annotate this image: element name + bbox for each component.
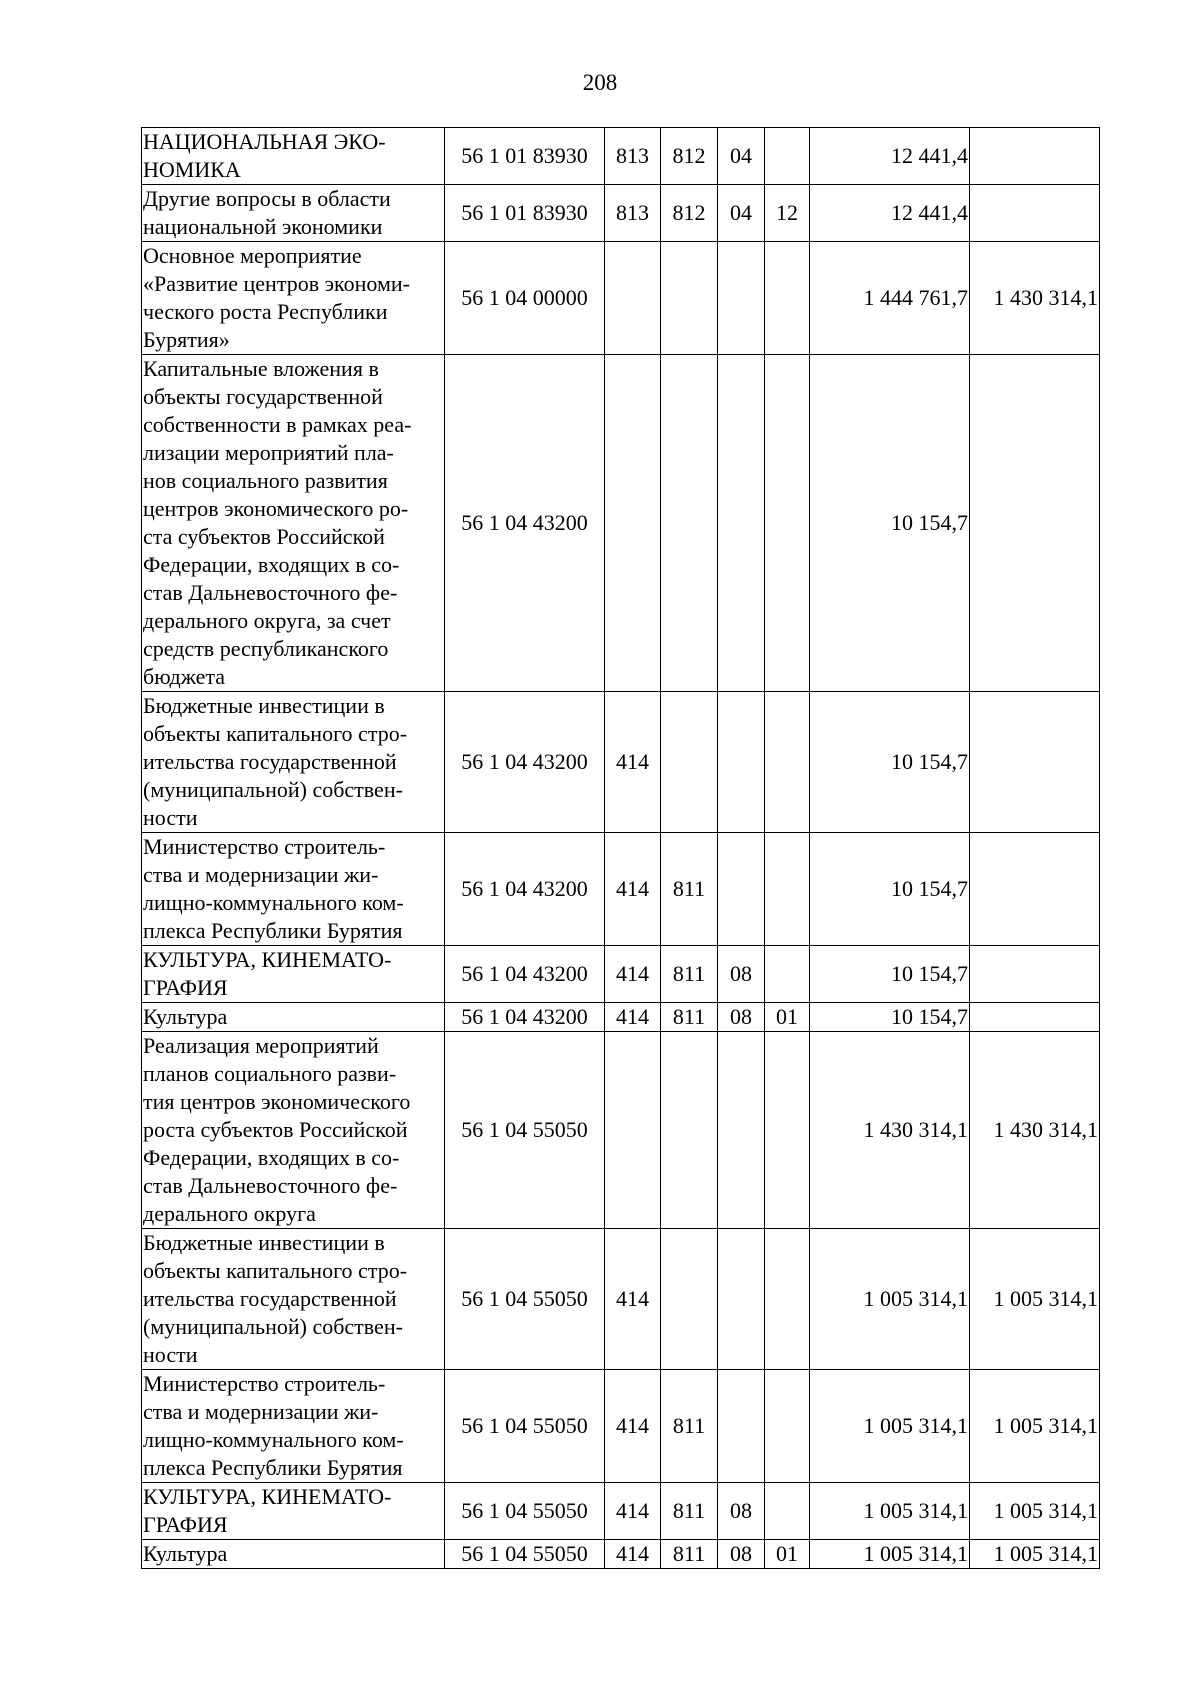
subsection-cell xyxy=(765,128,810,185)
row-name-cell xyxy=(142,1032,445,1229)
target-code-cell: 56 1 04 43200 xyxy=(445,1003,605,1032)
row-name-text: Другие вопросы в области национальной экономики xyxy=(143,186,391,239)
expense-type-cell: 813 xyxy=(605,128,661,185)
target-code-cell: 56 1 04 55050 xyxy=(445,1540,605,1569)
amount-total-cell: 10 154,7 xyxy=(810,355,970,692)
target-code-cell: 56 1 04 55050 xyxy=(445,1032,605,1229)
amount-total-cell: 10 154,7 xyxy=(810,1003,970,1032)
page-number: 208 xyxy=(582,70,618,95)
table-row xyxy=(142,355,1100,692)
amount-total-cell: 12 441,4 xyxy=(810,185,970,242)
target-code-cell: 56 1 04 43200 xyxy=(445,946,605,1003)
target-code-cell: 56 1 01 83930 xyxy=(445,185,605,242)
expense-type-cell: 414 xyxy=(605,1370,661,1483)
section-cell xyxy=(718,1370,765,1483)
expense-type-cell xyxy=(605,1032,661,1229)
ministry-code-cell: 811 xyxy=(661,1003,718,1032)
table-row xyxy=(142,833,1100,946)
section-cell xyxy=(718,833,765,946)
amount-federal-cell xyxy=(970,833,1100,946)
row-name-cell xyxy=(142,1003,445,1032)
subsection-cell xyxy=(765,946,810,1003)
table-row xyxy=(142,128,1100,185)
target-code-cell: 56 1 04 55050 xyxy=(445,1370,605,1483)
section-cell xyxy=(718,355,765,692)
table-row xyxy=(142,1540,1100,1569)
row-name-cell xyxy=(142,692,445,833)
subsection-cell xyxy=(765,692,810,833)
ministry-code-cell xyxy=(661,355,718,692)
target-code-cell: 56 1 04 43200 xyxy=(445,692,605,833)
amount-federal-cell xyxy=(970,128,1100,185)
row-name-text: Культура xyxy=(143,1004,228,1029)
section-cell: 08 xyxy=(718,1483,765,1540)
ministry-code-cell: 811 xyxy=(661,1370,718,1483)
subsection-cell: 12 xyxy=(765,185,810,242)
row-name-text: НАЦИОНАЛЬНАЯ ЭКО- НОМИКА xyxy=(143,129,386,182)
expense-type-cell: 414 xyxy=(605,946,661,1003)
amount-total-cell: 1 005 314,1 xyxy=(810,1229,970,1370)
amount-federal-cell xyxy=(970,185,1100,242)
section-cell xyxy=(718,242,765,355)
expense-type-cell: 414 xyxy=(605,833,661,946)
row-name-cell xyxy=(142,1540,445,1569)
subsection-cell xyxy=(765,1483,810,1540)
row-name-cell xyxy=(142,833,445,946)
row-name-cell xyxy=(142,1370,445,1483)
amount-total-cell: 10 154,7 xyxy=(810,833,970,946)
ministry-code-cell: 812 xyxy=(661,185,718,242)
target-code-cell: 56 1 04 43200 xyxy=(445,833,605,946)
ministry-code-cell xyxy=(661,242,718,355)
ministry-code-cell: 811 xyxy=(661,1483,718,1540)
table-row xyxy=(142,1483,1100,1540)
section-cell xyxy=(718,1229,765,1370)
subsection-cell: 01 xyxy=(765,1540,810,1569)
table-row xyxy=(142,1370,1100,1483)
table-row xyxy=(142,242,1100,355)
section-cell xyxy=(718,1032,765,1229)
row-name-text: Министерство строитель- ства и модернизации жи- лищно-коммунального ком- плекса Республики Бурятия xyxy=(143,1371,404,1480)
section-cell: 08 xyxy=(718,1003,765,1032)
amount-federal-cell xyxy=(970,1003,1100,1032)
row-name-text: Реализация мероприятий планов социального разви- тия центров экономического роста субъектов Российской Федерации, входящих в со- став Дальневосточного фе- дерального округа xyxy=(143,1033,411,1226)
expense-type-cell: 414 xyxy=(605,1229,661,1370)
amount-total-cell: 1 005 314,1 xyxy=(810,1483,970,1540)
expense-type-cell xyxy=(605,242,661,355)
ministry-code-cell xyxy=(661,1229,718,1370)
row-name-text: Культура xyxy=(143,1541,228,1566)
amount-federal-cell: 1 430 314,1 xyxy=(970,242,1100,355)
amount-federal-cell xyxy=(970,946,1100,1003)
target-code-cell: 56 1 04 43200 xyxy=(445,355,605,692)
ministry-code-cell xyxy=(661,692,718,833)
amount-total-cell: 10 154,7 xyxy=(810,946,970,1003)
amount-total-cell: 1 005 314,1 xyxy=(810,1540,970,1569)
row-name-cell xyxy=(142,355,445,692)
row-name-cell xyxy=(142,242,445,355)
table-row xyxy=(142,1229,1100,1370)
subsection-cell xyxy=(765,1229,810,1370)
expense-type-cell: 414 xyxy=(605,1483,661,1540)
subsection-cell: 01 xyxy=(765,1003,810,1032)
amount-federal-cell xyxy=(970,355,1100,692)
target-code-cell: 56 1 04 55050 xyxy=(445,1483,605,1540)
section-cell: 08 xyxy=(718,1540,765,1569)
expense-type-cell xyxy=(605,355,661,692)
amount-total-cell: 10 154,7 xyxy=(810,692,970,833)
amount-federal-cell xyxy=(970,692,1100,833)
amount-federal-cell: 1 005 314,1 xyxy=(970,1370,1100,1483)
row-name-text: Капитальные вложения в объекты государственной собственности в рамках реа- лизации мероприятий пла- нов социального развития центров экономического ро- ста субъектов Российской Федерации, входящих в со- став Дальневосточного фе- дерального округа, за счет средств республиканского бюджета xyxy=(143,356,412,689)
row-name-text: Министерство строитель- ства и модернизации жи- лищно-коммунального ком- плекса Республики Бурятия xyxy=(143,834,404,943)
table-row xyxy=(142,1003,1100,1032)
amount-total-cell: 1 444 761,7 xyxy=(810,242,970,355)
amount-total-cell: 1 005 314,1 xyxy=(810,1370,970,1483)
amount-federal-cell: 1 005 314,1 xyxy=(970,1483,1100,1540)
expense-type-cell: 414 xyxy=(605,1540,661,1569)
row-name-cell xyxy=(142,185,445,242)
ministry-code-cell: 811 xyxy=(661,946,718,1003)
ministry-code-cell: 811 xyxy=(661,833,718,946)
row-name-cell xyxy=(142,1483,445,1540)
section-cell: 04 xyxy=(718,128,765,185)
expense-type-cell: 414 xyxy=(605,692,661,833)
table-row xyxy=(142,692,1100,833)
expense-type-cell: 414 xyxy=(605,1003,661,1032)
target-code-cell: 56 1 04 55050 xyxy=(445,1229,605,1370)
row-name-text: КУЛЬТУРА, КИНЕМАТО- ГРАФИЯ xyxy=(143,947,392,1000)
row-name-cell xyxy=(142,1229,445,1370)
table-body xyxy=(142,128,1100,1569)
row-name-text: Бюджетные инвестиции в объекты капитального стро- ительства государственной (муниципальной) собствен- ности xyxy=(143,1230,408,1367)
subsection-cell xyxy=(765,1032,810,1229)
section-cell: 04 xyxy=(718,185,765,242)
table-row xyxy=(142,946,1100,1003)
amount-total-cell: 12 441,4 xyxy=(810,128,970,185)
ministry-code-cell xyxy=(661,1032,718,1229)
table-row xyxy=(142,1032,1100,1229)
row-name-text: Основное мероприятие «Развитие центров экономи- ческого роста Республики Бурятия» xyxy=(143,243,410,352)
amount-total-cell: 1 430 314,1 xyxy=(810,1032,970,1229)
subsection-cell xyxy=(765,1370,810,1483)
row-name-cell xyxy=(142,946,445,1003)
ministry-code-cell: 811 xyxy=(661,1540,718,1569)
ministry-code-cell: 812 xyxy=(661,128,718,185)
table-row xyxy=(142,185,1100,242)
row-name-text: Бюджетные инвестиции в объекты капитального стро- ительства государственной (муниципальной) собствен- ности xyxy=(143,693,408,830)
target-code-cell: 56 1 01 83930 xyxy=(445,128,605,185)
section-cell xyxy=(718,692,765,833)
target-code-cell: 56 1 04 00000 xyxy=(445,242,605,355)
row-name-cell xyxy=(142,128,445,185)
amount-federal-cell: 1 005 314,1 xyxy=(970,1229,1100,1370)
subsection-cell xyxy=(765,242,810,355)
subsection-cell xyxy=(765,355,810,692)
amount-federal-cell: 1 005 314,1 xyxy=(970,1540,1100,1569)
row-name-text: КУЛЬТУРА, КИНЕМАТО- ГРАФИЯ xyxy=(143,1484,392,1537)
expense-type-cell: 813 xyxy=(605,185,661,242)
section-cell: 08 xyxy=(718,946,765,1003)
subsection-cell xyxy=(765,833,810,946)
budget-table xyxy=(141,127,1100,1569)
amount-federal-cell: 1 430 314,1 xyxy=(970,1032,1100,1229)
